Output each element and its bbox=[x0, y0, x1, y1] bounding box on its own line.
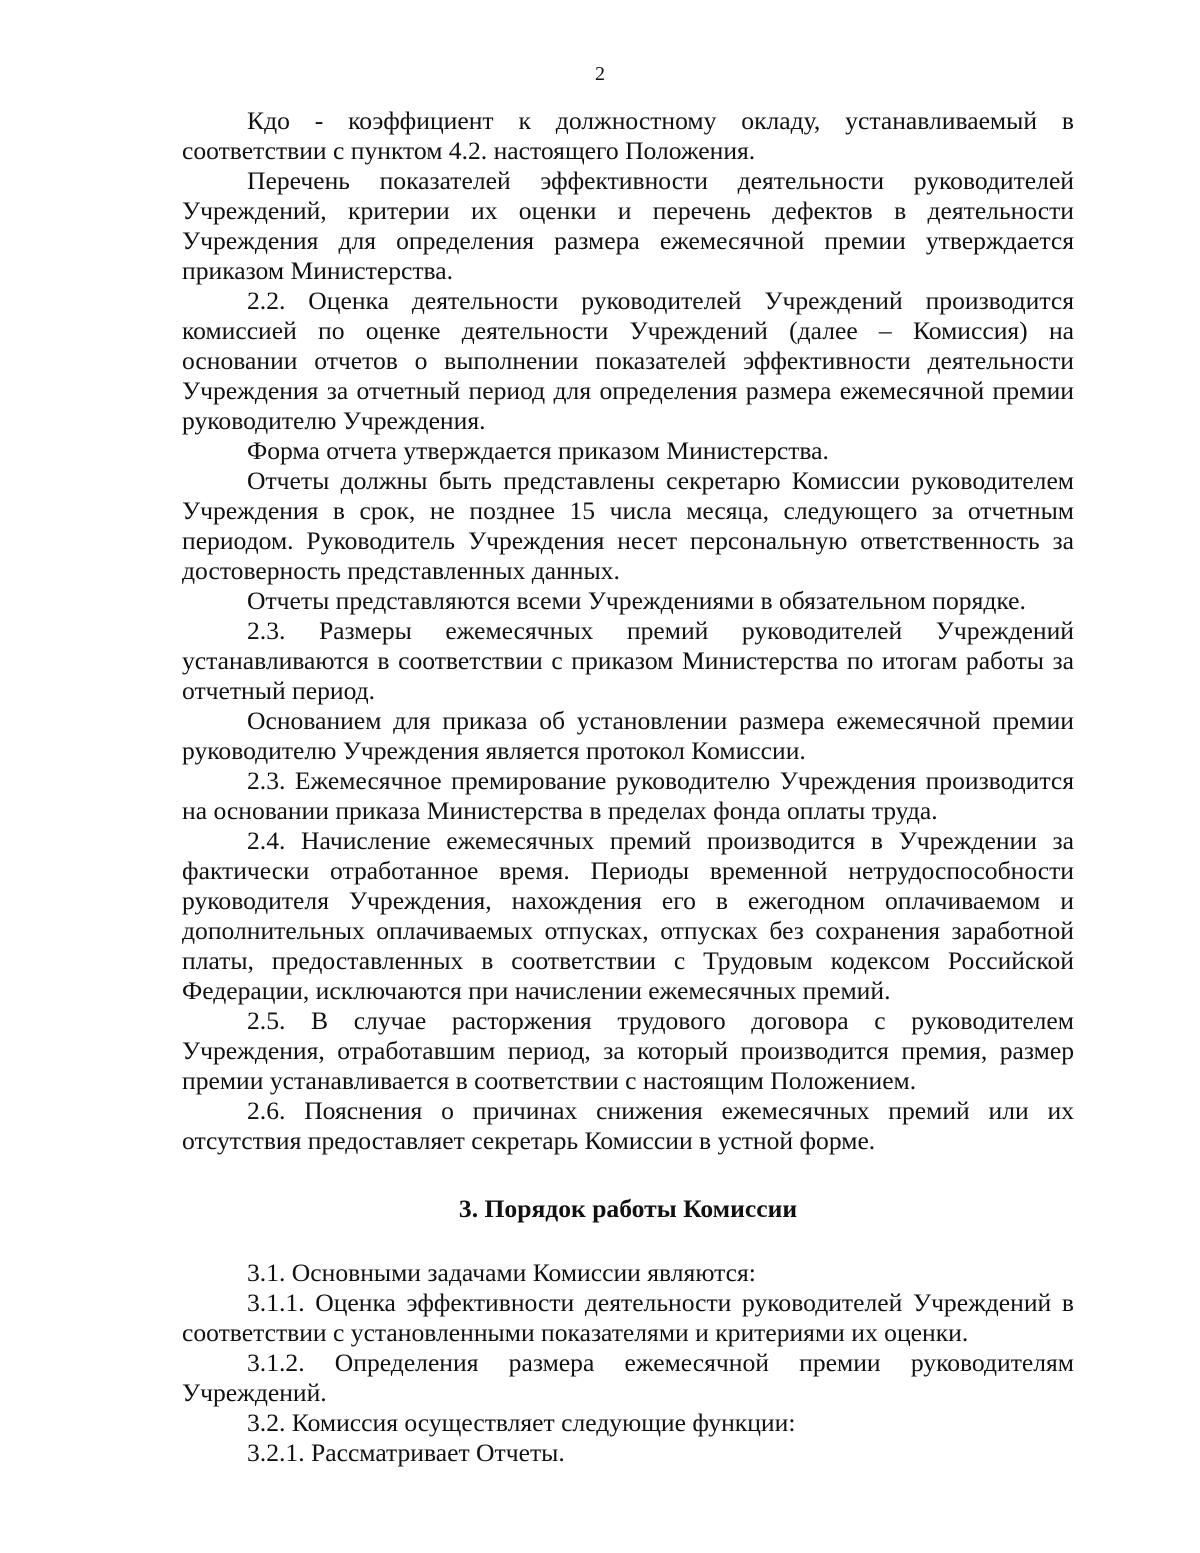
paragraph-order-basis: Основанием для приказа об установлении размера ежемесячной премии руководителю Учреждения является протокол Комиссии. bbox=[182, 706, 1074, 765]
paragraph-indicators-list: Перечень показателей эффективности деятельности руководителей Учреждений, критерии их оценки и перечень дефектов в деятельности Учреждения для определения размера ежемесячной премии утверждается приказом Министерства. bbox=[182, 166, 1074, 285]
paragraph-3-1-1: 3.1.1. Оценка эффективности деятельности руководителей Учреждений в соответствии с установленными показателями и критериями их оценки. bbox=[182, 1288, 1074, 1347]
paragraph-kdo: Кдо - коэффициент к должностному окладу, устанавливаемый в соответствии с пунктом 4.2. настоящего Положения. bbox=[182, 106, 1074, 165]
paragraph-3-2: 3.2. Комиссия осуществляет следующие функции: bbox=[247, 1408, 796, 1437]
paragraph-mandatory-reports: Отчеты представляются всеми Учреждениями в обязательном порядке. bbox=[247, 586, 1026, 615]
paragraph-report-deadline: Отчеты должны быть представлены секретарю Комиссии руководителем Учреждения в срок, не позднее 15 числа месяца, следующего за отчетным периодом. Руководитель Учреждения несет персональную ответственность за достоверность представленных данных. bbox=[182, 466, 1074, 585]
paragraph-2-3-sizes: 2.3. Размеры ежемесячных премий руководителей Учреждений устанавливаются в соответствии с приказом Министерства по итогам работы за отчетный период. bbox=[182, 616, 1074, 705]
paragraph-3-1-2: 3.1.2. Определения размера ежемесячной премии руководителям Учреждений. bbox=[182, 1348, 1074, 1407]
paragraph-2-6: 2.6. Пояснения о причинах снижения ежемесячных премий или их отсутствия предоставляет секретарь Комиссии в устной форме. bbox=[182, 1096, 1074, 1155]
paragraph-report-form: Форма отчета утверждается приказом Министерства. bbox=[247, 436, 829, 465]
page-number: 2 bbox=[595, 63, 605, 85]
document-body bbox=[182, 106, 1074, 1468]
section-title: 3. Порядок работы Комиссии bbox=[458, 1194, 798, 1223]
paragraph-2-2: 2.2. Оценка деятельности руководителей Учреждений производится комиссией по оценке деятельности Учреждений (далее – Комиссия) на основании отчетов о выполнении показателей эффективности деятельности Учреждения за отчетный период для определения размера ежемесячной премии руководителю Учреждения. bbox=[182, 286, 1074, 435]
paragraph-2-3-monthly: 2.3. Ежемесячное премирование руководителю Учреждения производится на основании приказа Министерства в пределах фонда оплаты труда. bbox=[182, 766, 1074, 825]
paragraph-3-2-1: 3.2.1. Рассматривает Отчеты. bbox=[247, 1438, 565, 1467]
paragraph-2-5: 2.5. В случае расторжения трудового договора с руководителем Учреждения, отработавшим период, за который производится премия, размер премии устанавливается в соответствии с настоящим Положением. bbox=[182, 1006, 1074, 1095]
paragraph-2-4: 2.4. Начисление ежемесячных премий производится в Учреждении за фактически отработанное время. Периоды временной нетрудоспособности руководителя Учреждения, нахождения его в ежегодном оплачиваемом и дополнительных оплачиваемых отпусках, отпусках без сохранения заработной платы, предоставленных в соответствии с Трудовым кодексом Российской Федерации, исключаются при начислении ежемесячных премий. bbox=[182, 826, 1074, 1005]
paragraph-3-1: 3.1. Основными задачами Комиссии являются: bbox=[247, 1258, 756, 1287]
